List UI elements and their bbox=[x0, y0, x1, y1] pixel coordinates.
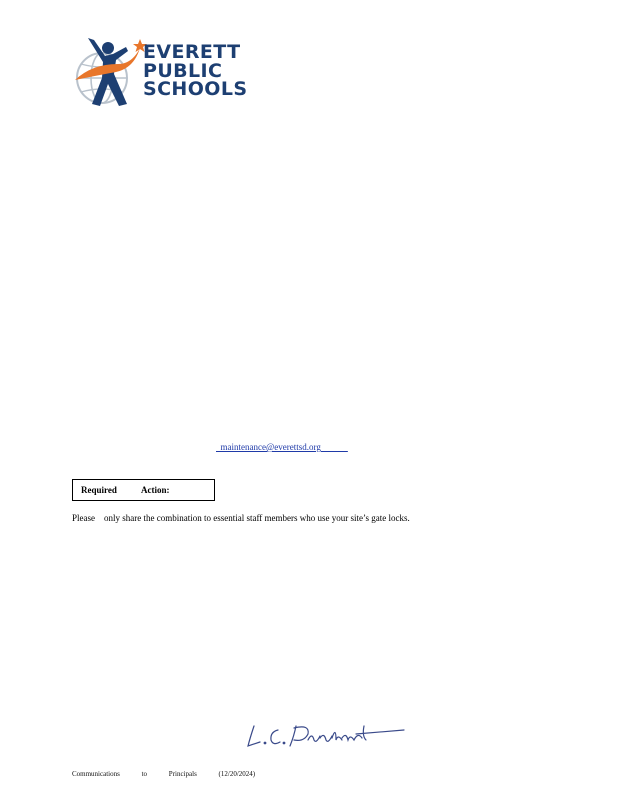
footer bbox=[72, 770, 275, 778]
required-label: Required bbox=[81, 485, 117, 495]
action-label: Action: bbox=[141, 485, 170, 495]
footer-to: to bbox=[141, 770, 148, 778]
footer-date: (12/20/2024) bbox=[218, 770, 256, 778]
maintenance-email-text: maintenance@everettsd.org bbox=[220, 442, 321, 452]
footer-communications: Communications bbox=[72, 770, 120, 778]
instruction-please: Please bbox=[72, 513, 95, 523]
logo-line-public: PUBLIC bbox=[143, 59, 223, 82]
logo-wordmark bbox=[143, 43, 247, 99]
maintenance-email-link[interactable] bbox=[216, 432, 348, 452]
instruction-text: only share the combination to essential staff members who use your site’s gate locks. bbox=[104, 513, 410, 523]
logo-line-schools: SCHOOLS bbox=[143, 78, 248, 100]
required-action-box bbox=[72, 479, 215, 501]
footer-principals: Principals bbox=[168, 770, 197, 778]
signature bbox=[244, 720, 408, 754]
gate-lock-instruction bbox=[72, 513, 410, 523]
logo-line-everett: EVERETT bbox=[143, 41, 241, 63]
email-link-underline-trail bbox=[321, 442, 348, 452]
signature-image bbox=[244, 720, 408, 754]
